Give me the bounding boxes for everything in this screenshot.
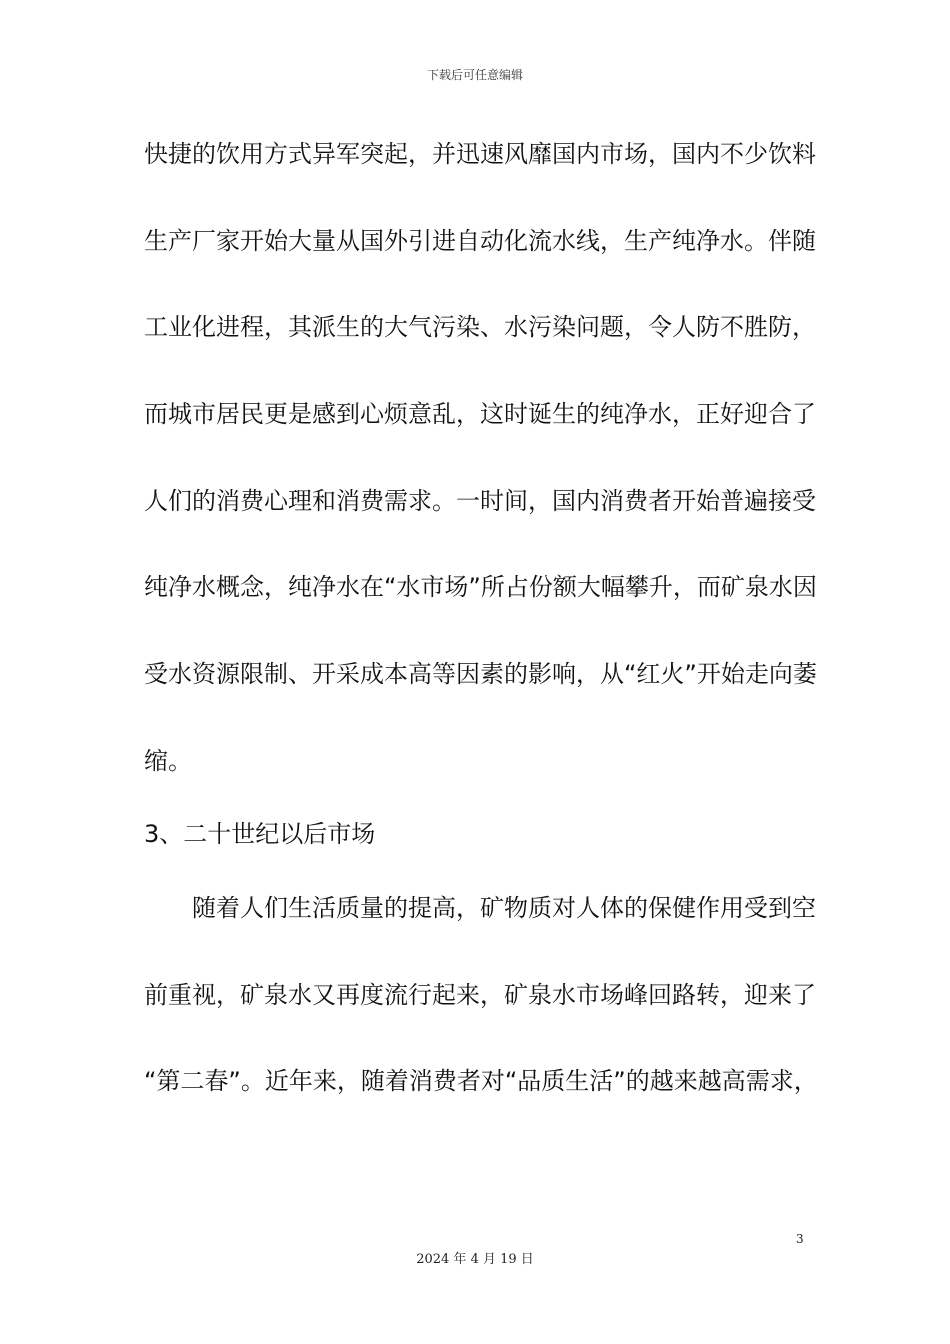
section-heading: 3、二十世纪以后市场	[144, 820, 376, 848]
body-text-line: 生产厂家开始大量从国外引进自动化流水线，生产纯净水。伴随	[144, 227, 816, 255]
footer-date: 2024 年 4 月 19 日	[416, 1252, 534, 1267]
page-number: 3	[796, 1232, 804, 1246]
body-text-line: 工业化进程，其派生的大气污染、水污染问题，令人防不胜防，	[144, 313, 816, 341]
body-text-line: 纯净水概念，纯净水在“水市场”所占份额大幅攀升，而矿泉水因	[144, 573, 817, 601]
body-text-line: 快捷的饮用方式异军突起，并迅速风靡国内市场，国内不少饮料	[144, 140, 816, 168]
header-note: 下载后可任意编辑	[426, 68, 523, 82]
body-text-line: 受水资源限制、开采成本高等因素的影响，从“红火”开始走向萎	[144, 660, 817, 688]
body-text-line: 缩。	[144, 747, 192, 775]
body-text-line: 人们的消费心理和消费需求。一时间，国内消费者开始普遍接受	[144, 487, 816, 515]
body-text-line: 而城市居民更是感到心烦意乱，这时诞生的纯净水，正好迎合了	[144, 400, 816, 428]
body-text-line: “第二春”。近年来，随着消费者对“品质生活”的越来越高需求，	[144, 1067, 818, 1095]
body-text-line: 随着人们生活质量的提高，矿物质对人体的保健作用受到空	[144, 894, 816, 922]
body-text-line: 前重视，矿泉水又再度流行起来，矿泉水市场峰回路转，迎来了	[144, 981, 816, 1009]
